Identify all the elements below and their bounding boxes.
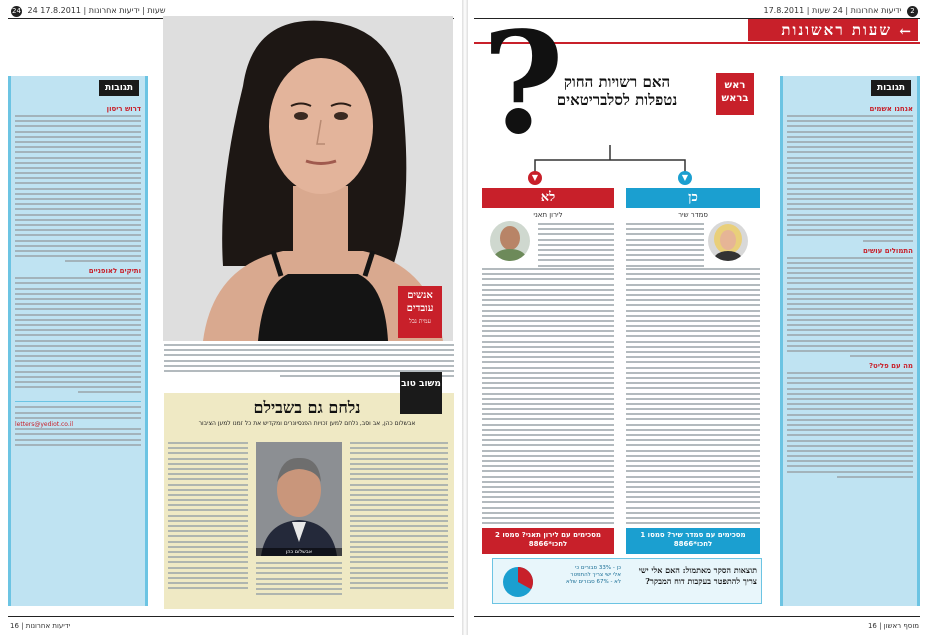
good-feedback-title: נלחם גם בשבילם: [253, 398, 361, 417]
contact-email[interactable]: letters@yediot.co.il: [15, 420, 74, 428]
no-author-avatar: [490, 221, 530, 261]
yellow-col-right: [350, 442, 448, 592]
folio-right: [763, 6, 921, 17]
left-side-column: [8, 76, 148, 606]
badge-credit: עמית גבל: [409, 318, 431, 325]
page-gutter: [462, 0, 468, 635]
right-subhead-3: מה עם פליט?: [869, 362, 913, 371]
folio-left: [8, 6, 166, 17]
yes-column-intro: [626, 223, 704, 270]
side-text-block-1: [15, 115, 141, 262]
bottom-rule-right: [474, 616, 920, 617]
man-portrait-image: [256, 442, 342, 556]
poll-line-1: כן - 33% סבורים כי: [575, 565, 621, 571]
yes-arrow-icon: ▼: [678, 171, 692, 185]
debate-headline: האם רשויות החוק נטפלות לסלבריטאים: [556, 73, 678, 109]
bottom-folio-right: מוסף ראשון | 16: [867, 622, 919, 630]
page-number-left: 24: [12, 7, 21, 15]
poll-pie-chart: [501, 565, 535, 599]
right-side-title: תגובות: [871, 80, 911, 96]
poll-line-3: לא - 67% סבורים שלא: [566, 579, 621, 585]
right-subhead-2: התמולים עושים: [863, 246, 913, 255]
poll-line-2: אלי ישי צריך להתפטר: [570, 572, 621, 578]
contact-box: [15, 401, 141, 445]
side-subhead-1: דרוש ריסון: [106, 105, 141, 113]
good-feedback-tag: משוב טוב: [400, 372, 442, 414]
right-text-block-3: [787, 372, 913, 478]
yellow-col-middle: [256, 562, 342, 598]
side-column-title: תגובות: [99, 80, 139, 96]
side-text-block-2: [15, 277, 141, 393]
no-arrow-icon: ▼: [528, 171, 542, 185]
poll-results-box: [492, 558, 762, 604]
right-text-block-1: [787, 115, 913, 242]
head-to-head-tag: ראש בראש: [716, 73, 754, 115]
poll-results-text: [541, 565, 621, 586]
section-title: שעות ראשונות: [781, 21, 892, 39]
yes-author: סמדר שיר: [678, 211, 708, 219]
arrow-left-icon: ←: [899, 24, 913, 40]
no-author: לירון תאני: [533, 211, 563, 219]
yes-label: כן: [626, 188, 760, 208]
people-working-badge: [398, 286, 442, 338]
question-mark-graphic: ?: [482, 2, 565, 166]
man-portrait-photo: [256, 442, 342, 556]
right-subhead-1: אנחנו אשמים: [869, 105, 913, 113]
no-column-body: [482, 268, 614, 527]
bottom-rule-left: [8, 616, 454, 617]
right-side-column: [780, 76, 920, 606]
main-portrait-photo: [163, 16, 453, 341]
yes-column-body: [626, 268, 760, 527]
good-feedback-subtitle: אבשלום כהן, אב וסב, נלחם למען זכויות הפנסיונרים ומקדיש את כל זמנו למען הציבור: [198, 420, 416, 427]
yes-author-avatar: [708, 221, 748, 261]
yellow-col-left: [168, 442, 248, 592]
blonde-woman-avatar-image: [708, 221, 748, 261]
bald-man-avatar-image: [490, 221, 530, 261]
no-column-intro: [538, 223, 614, 270]
no-label: לא: [482, 188, 614, 208]
debate-connector: [480, 140, 740, 190]
sms-vote-no[interactable]: מסכימים עם לירון תאני? סמסו 2 לחכו*8866: [482, 528, 614, 554]
badge-text: אנשים עובדים: [406, 290, 434, 314]
folio-left-text: 24 שעות | ידיעות אחרונות | 17.8.2011: [27, 6, 166, 15]
poll-title: תוצאות הסקר מאתמול: האם אלי ישי צריך להתפטר בעקבות דוח המבקר?: [638, 565, 757, 586]
folio-right-text: 17.8.2011 | ידיעות אחרונות | 24 שעות: [763, 6, 902, 15]
side-subhead-2: ותיקים לאופניים: [88, 267, 141, 276]
section-header: [748, 19, 918, 41]
right-text-block-2: [787, 257, 913, 358]
page-number-right: 2: [907, 6, 918, 17]
man-photo-caption: אבשלום כהן: [256, 548, 342, 556]
bottom-folio-left: 16 | ידיעות אחרונות: [10, 622, 71, 630]
sms-vote-yes[interactable]: מסכימים עם סמדר שיר? סמסו 1 לחכו*8866: [626, 528, 760, 554]
